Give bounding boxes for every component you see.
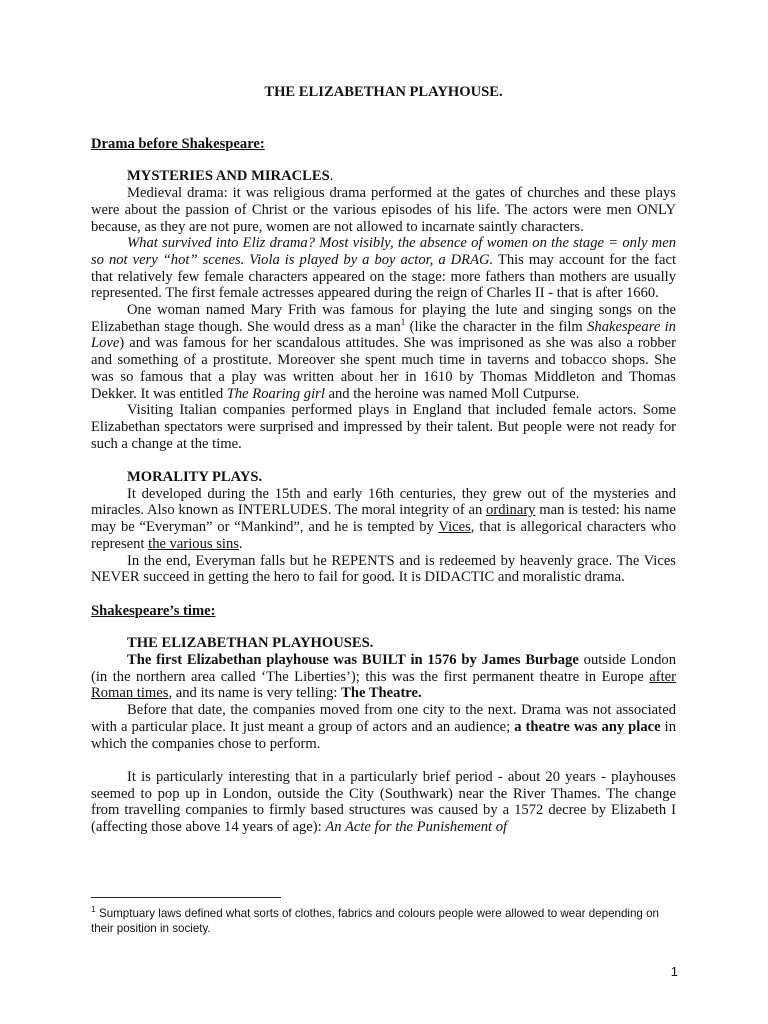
footnote-separator bbox=[91, 897, 281, 898]
paragraph-playhouses-pop-up: It is particularly interesting that in a particularly brief period - about 20 years - playhouses seemed to pop up in London, outside the City (Southwark) near the River Thames. The change from travelling companies to firmly based structures was caused by a 1572 decree by Elizabeth I (affecting those above 14 years of age): An Acte for the Punishement of bbox=[91, 768, 676, 836]
paragraph-mary-frith: One woman named Mary Frith was famous for playing the lute and singing songs on the Elizabethan stage though. She would dress as a man$^1$ (like the character in the film Shakespeare in Love) and was famous for her scandalous attitudes. She was imprisoned as she was also a robber and something of a prostitute. Moreover she spent much time in taverns and tobacco shops. She was so famous that a play was written about her in 1610 by Thomas Middleton and Thomas Dekker. It was entitled The Roaring girl and the heroine was named Moll Cutpurse. bbox=[91, 302, 676, 402]
paragraph-everyman-falls: In the end, Everyman falls but he REPENTS and is redeemed by heavenly grace. The Vices NEVER succeed in getting the hero to fail for good. It is DIDACTIC and moralistic drama. bbox=[91, 552, 676, 586]
page-number: 1 bbox=[670, 964, 678, 979]
paragraph-morality-development: It developed during the 15th and early 16th centuries, they grew out of the mysteries and miracles. Also known as INTERLUDES. The moral integrity of an ordinary man is tested: his name may be “Everyman” or “Mankind”, and he is tempted by Vices, that is allegorical characters who represent the various sins. bbox=[91, 485, 676, 552]
paragraph-first-playhouse: The first Elizabethan playhouse was BUILT in 1576 by James Burbage outside London (in the northern area called ‘The Liberties’); this was the first permanent theatre in Europe after Roman times, and its name is very telling: The Theatre. bbox=[91, 652, 676, 702]
section-heading-drama-before-shakespeare: Drama before Shakespeare: bbox=[91, 135, 265, 152]
paragraph-before-that-date: Before that date, the companies moved from one city to the next. Drama was not associated with a particular place. It just meant a group of actors and an audience; a theatre was any place in which the companies chose to perform. bbox=[91, 702, 676, 752]
subheading-morality-plays: MORALITY PLAYS. bbox=[127, 469, 263, 486]
document-title: THE ELIZABETHAN PLAYHOUSE. bbox=[264, 84, 503, 100]
paragraph-italian-companies: Visiting Italian companies performed plays in England that included female actors. Some Elizabethan spectators were surprised and impressed by their talent. But people were not ready for such a change at the time. bbox=[91, 402, 676, 452]
paragraph-medieval-drama: Medieval drama: it was religious drama performed at the gates of churches and these plays were about the passion of Christ or the various episodes of his life. The actors were men ONLY because, as they are not pure, women are not allowed to incarnate saintly characters. bbox=[91, 185, 676, 235]
subheading-elizabethan-playhouses: THE ELIZABETHAN PLAYHOUSES. bbox=[127, 635, 374, 652]
document-body bbox=[91, 84, 676, 836]
footnote-number: 1 bbox=[91, 904, 96, 915]
footnote-reference: 1 bbox=[400, 316, 406, 327]
section-heading-shakespeares-time: Shakespeare’s time: bbox=[91, 602, 216, 619]
subheading-mysteries-and-miracles: MYSTERIES AND MIRACLES. bbox=[127, 168, 334, 185]
paragraph-eliz-drama: What survived into Eliz drama? Most visibly, the absence of women on the stage = only men so not very “hot” scenes. Viola is played by a boy actor, a DRAG. This may account for the fact that relatively few female characters appeared on the stage: more fathers than mothers are usually represented. The first female actresses appeared during the reign of Charles II - that is after 1660. bbox=[91, 235, 677, 302]
footnote: $^1$ Sumptuary laws defined what sorts of clothes, fabrics and colours people were allowed to wear depending on their position in society. bbox=[91, 904, 659, 935]
